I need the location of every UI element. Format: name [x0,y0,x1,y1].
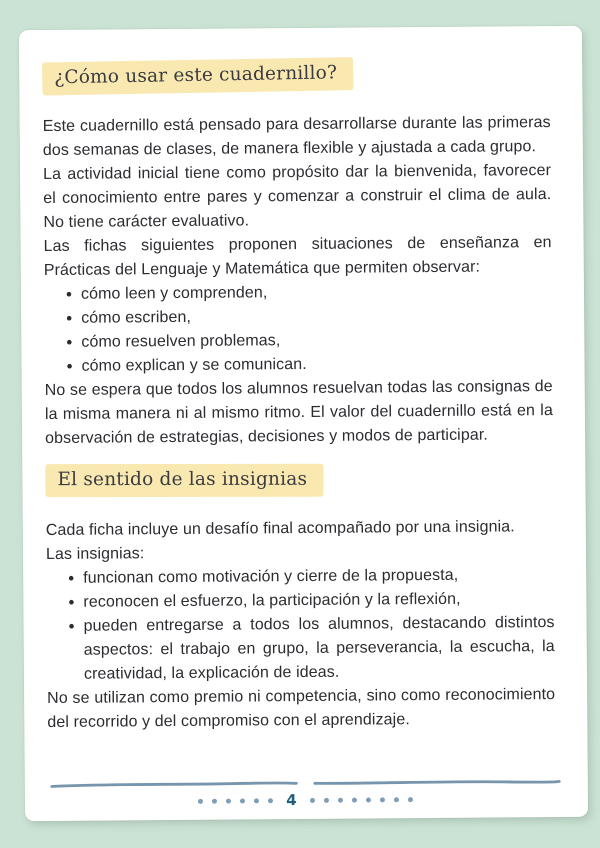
section-body [43,111,554,451]
footer-dot [366,797,371,802]
footer-dot [212,799,217,804]
footer-dot [268,798,273,803]
footer-rules [49,778,562,789]
section-heading-highlight [42,57,353,95]
section-como-usar [42,57,553,451]
bullet-item: • cómo escriben, [66,303,552,331]
footer-line-right [311,778,562,787]
paragraph: La actividad inicial tiene como propósito dar la bienvenida, favorecer el conocimiento entre pares y comenzar a construir el clima de aula. No tiene carácter evaluativo. [42,162,552,232]
section-body [46,515,556,735]
paragraph: Las fichas siguientes proponen situaciones de enseñanza en Prácticas del Lenguaje y Matemática que permiten observar: [43,234,552,280]
footer-dot [226,799,231,804]
bullet-item: • cómo leen y comprenden, [66,279,552,307]
footer-dot [394,797,399,802]
footer-dot [408,797,413,802]
footer-dot [240,798,245,803]
paragraph: Cada ficha incluye un desafío final acompañado por una insignia. [45,518,515,540]
section-sentido-insignias [45,447,555,735]
paragraph: Las insignias: [45,545,145,564]
section-heading-highlight [45,464,323,497]
footer-dot [338,798,343,803]
footer-dot [352,798,357,803]
page-number: 4 [286,791,297,810]
paragraph: No se utilizan como premio ni competencia, sino como reconocimiento del recorrido y del compromiso con el aprendizaje. [47,686,556,732]
bullet-list [46,563,555,687]
paragraph: Este cuadernillo está pensado para desarrollarse durante las primeras dos semanas de clases, de manera flexible y ajustada a cada grupo. [42,114,551,160]
footer-pagination [49,791,562,810]
footer-dot [254,798,259,803]
bullet-item: • pueden entregarse a todos los alumnos, destacando distintos aspectos: el trabajo en grupo, la perseverancia, la escucha, la creatividad, la explicación de ideas. [68,611,555,687]
bullet-item: • reconocen el esfuerzo, la participación y la reflexión, [68,587,554,615]
footer-dot [380,797,385,802]
footer-dot [324,798,329,803]
page-footer [49,778,562,810]
bullet-list [44,279,553,379]
footer-dot [310,798,315,803]
bullet-item: • cómo resuelven problemas, [66,327,552,355]
section-heading: El sentido de las insignias [57,468,308,491]
document-page [19,26,588,821]
bullet-item: • cómo explican y se comunican. [66,351,552,379]
paragraph: No se espera que todos los alumnos resuelvan todas las consignas de la misma manera ni al mismo ritmo. El valor del cuadernillo está en la observación de estrategias, decisiones y modos de participar. [44,378,553,448]
bullet-item: • funcionan como motivación y cierre de la propuesta, [68,563,554,591]
page-content [19,26,588,735]
section-heading: ¿Cómo usar este cuadernillo? [54,62,338,89]
footer-line-left [49,780,300,789]
footer-dot [198,799,203,804]
